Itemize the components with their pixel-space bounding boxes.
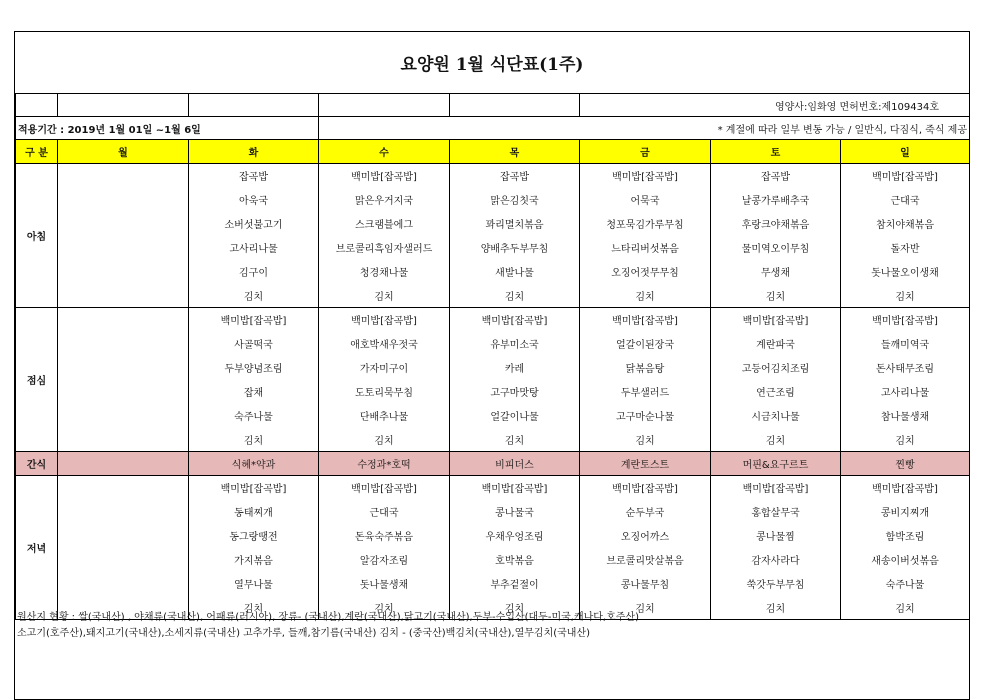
menu-row: [16, 188, 970, 212]
menu-item: 고구마순나물: [580, 404, 711, 428]
snack-item: 계란토스트: [580, 452, 711, 476]
header-cell: 목: [450, 140, 580, 164]
meal-label: 아침: [16, 164, 58, 308]
menu-item: [58, 500, 189, 524]
menu-item: 백미밥[잡곡밥]: [841, 164, 970, 188]
menu-item: 백미밥[잡곡밥]: [189, 476, 319, 500]
menu-item: 새발나물: [450, 260, 580, 284]
menu-item: [58, 332, 189, 356]
menu-row: [16, 572, 970, 596]
menu-item: 유부미소국: [450, 332, 580, 356]
menu-item: 두부양념조림: [189, 356, 319, 380]
menu-item: 동태찌개: [189, 500, 319, 524]
menu-row: [16, 404, 970, 428]
menu-item: 잡곡밥: [711, 164, 841, 188]
menu-item: 김치: [319, 428, 450, 452]
menu-item: 청포묵김가루무침: [580, 212, 711, 236]
menu-item: 후랑크야채볶음: [711, 212, 841, 236]
snack-item: 비피더스: [450, 452, 580, 476]
menu-item: [58, 380, 189, 404]
menu-item: 백미밥[잡곡밥]: [450, 476, 580, 500]
menu-item: [58, 212, 189, 236]
menu-item: 날콩가루배추국: [711, 188, 841, 212]
menu-item: 맑은김칫국: [450, 188, 580, 212]
menu-item: 고사리나물: [189, 236, 319, 260]
menu-item: 김구이: [189, 260, 319, 284]
menu-item: 숙주나물: [841, 572, 970, 596]
menu-row: [16, 476, 970, 500]
menu-item: 근대국: [319, 500, 450, 524]
menu-item: 백미밥[잡곡밥]: [450, 308, 580, 332]
menu-item: [58, 188, 189, 212]
menu-item: 닭볶음탕: [580, 356, 711, 380]
menu-item: 오징어젓무무침: [580, 260, 711, 284]
menu-item: 고등어김치조림: [711, 356, 841, 380]
menu-item: 느타리버섯볶음: [580, 236, 711, 260]
snack-item: 식혜*약과: [189, 452, 319, 476]
menu-row: [16, 380, 970, 404]
menu-item: 가지볶음: [189, 548, 319, 572]
menu-item: 시금치나물: [711, 404, 841, 428]
menu-item: 백미밥[잡곡밥]: [711, 308, 841, 332]
menu-item: 돈사태무조림: [841, 356, 970, 380]
menu-item: [58, 548, 189, 572]
menu-item: 김치: [711, 428, 841, 452]
menu-item: [58, 356, 189, 380]
menu-item: 함박조림: [841, 524, 970, 548]
menu-item: 김치: [450, 428, 580, 452]
applied-period: 적용기간 : 2019년 1월 01일 ~1월 6일: [16, 117, 319, 140]
menu-item: 아욱국: [189, 188, 319, 212]
menu-item: [58, 260, 189, 284]
origin-line: 원산지 현황 : 쌀(국내산) , 야채류(국내산), 어패류(러시아), 장류- (국내산),계란(국내산),닭고기(국내산),두부-수입산(대두-미국,캐나다,호주산): [17, 612, 639, 623]
menu-item: 김치: [841, 596, 970, 620]
menu-row: [16, 164, 970, 188]
menu-item: 도토리묵무침: [319, 380, 450, 404]
menu-item: 쑥갓두부무침: [711, 572, 841, 596]
menu-item: 김치: [189, 596, 319, 620]
menu-sheet: [14, 31, 970, 700]
menu-item: 홍합살무국: [711, 500, 841, 524]
menu-note: * 계절에 따라 일부 변동 가능 / 일반식, 다짐식, 죽식 제공: [319, 117, 970, 140]
menu-item: 꽈리멸치볶음: [450, 212, 580, 236]
snack-item: 찐빵: [841, 452, 970, 476]
meal-label: 점심: [16, 308, 58, 452]
menu-item: 김치: [319, 596, 450, 620]
menu-item: [58, 524, 189, 548]
menu-item: 오징어까스: [580, 524, 711, 548]
menu-item: 알감자조림: [319, 548, 450, 572]
menu-item: 카레: [450, 356, 580, 380]
menu-item: 브로콜리흑임자샐러드: [319, 236, 450, 260]
menu-row: [16, 212, 970, 236]
menu-item: 참치야채볶음: [841, 212, 970, 236]
menu-row: [16, 500, 970, 524]
menu-row: [16, 284, 970, 308]
menu-item: 백미밥[잡곡밥]: [580, 308, 711, 332]
header-cell: 화: [189, 140, 319, 164]
header-cell: 금: [580, 140, 711, 164]
menu-item: 두부샐러드: [580, 380, 711, 404]
menu-row: [16, 260, 970, 284]
origin-info: [15, 610, 971, 642]
menu-item: 콩나물찜: [711, 524, 841, 548]
menu-item: 단배추나물: [319, 404, 450, 428]
menu-item: 김치: [841, 284, 970, 308]
menu-item: 돗나물생채: [319, 572, 450, 596]
header-row: [16, 140, 970, 164]
menu-item: 물미역오이무침: [711, 236, 841, 260]
menu-item: [58, 428, 189, 452]
header-cell: 토: [711, 140, 841, 164]
menu-item: 백미밥[잡곡밥]: [841, 476, 970, 500]
menu-item: 김치: [580, 428, 711, 452]
menu-item: [58, 572, 189, 596]
menu-row: [16, 332, 970, 356]
menu-item: 새송이버섯볶음: [841, 548, 970, 572]
origin-line: 소고기(호주산),돼지고기(국내산),소세지류(국내산) 고추가루, 들깨,참기름(국내산) 김치 - (중국산)백김치(국내산),열무김치(국내산): [17, 628, 591, 639]
menu-item: 양배추두부무침: [450, 236, 580, 260]
menu-item: 근대국: [841, 188, 970, 212]
menu-item: 계란파국: [711, 332, 841, 356]
menu-item: 우채우엉조림: [450, 524, 580, 548]
menu-item: 동그랑땡전: [189, 524, 319, 548]
menu-item: 브로콜리맛살볶음: [580, 548, 711, 572]
menu-item: 숙주나물: [189, 404, 319, 428]
snack-row: [16, 452, 970, 476]
menu-item: [58, 164, 189, 188]
menu-item: 김치: [580, 284, 711, 308]
menu-item: 백미밥[잡곡밥]: [580, 476, 711, 500]
menu-item: 잡곡밥: [450, 164, 580, 188]
menu-item: 고사리나물: [841, 380, 970, 404]
menu-item: 백미밥[잡곡밥]: [189, 308, 319, 332]
menu-item: 돌자반: [841, 236, 970, 260]
menu-item: 부추겉절이: [450, 572, 580, 596]
menu-item: 김치: [450, 284, 580, 308]
menu-item: 콩비지찌개: [841, 500, 970, 524]
menu-item: 열무나물: [189, 572, 319, 596]
menu-item: [58, 476, 189, 500]
menu-item: [58, 284, 189, 308]
menu-item: 호박볶음: [450, 548, 580, 572]
menu-item: 돗나물오이생채: [841, 260, 970, 284]
menu-item: 김치: [450, 596, 580, 620]
menu-item: 백미밥[잡곡밥]: [319, 308, 450, 332]
menu-item: 김치: [841, 428, 970, 452]
snack-item: 머핀&요구르트: [711, 452, 841, 476]
menu-row: [16, 236, 970, 260]
menu-item: 김치: [711, 284, 841, 308]
menu-item: 김치: [319, 284, 450, 308]
page-title: 요양원 1월 식단표(1주): [15, 32, 969, 94]
meal-label: 간식: [16, 452, 58, 476]
menu-item: 콩나물무침: [580, 572, 711, 596]
menu-row: [16, 428, 970, 452]
menu-item: 백미밥[잡곡밥]: [319, 476, 450, 500]
menu-table: [15, 93, 970, 620]
menu-item: 백미밥[잡곡밥]: [319, 164, 450, 188]
menu-item: 연근조림: [711, 380, 841, 404]
header-cell: 수: [319, 140, 450, 164]
snack-item: [58, 452, 189, 476]
menu-item: 얼갈이나물: [450, 404, 580, 428]
info-row: [16, 94, 970, 117]
header-cell: 월: [58, 140, 189, 164]
menu-item: 맑은우거지국: [319, 188, 450, 212]
menu-item: 사골떡국: [189, 332, 319, 356]
menu-item: 소버섯불고기: [189, 212, 319, 236]
menu-item: 얼갈이된장국: [580, 332, 711, 356]
menu-item: 백미밥[잡곡밥]: [711, 476, 841, 500]
menu-item: 가자미구이: [319, 356, 450, 380]
menu-item: 스크램블에그: [319, 212, 450, 236]
menu-item: 애호박새우젓국: [319, 332, 450, 356]
menu-row: [16, 356, 970, 380]
menu-item: 김치: [711, 596, 841, 620]
menu-item: [58, 236, 189, 260]
menu-item: 고구마맛탕: [450, 380, 580, 404]
menu-item: 백미밥[잡곡밥]: [580, 164, 711, 188]
menu-row: [16, 524, 970, 548]
menu-row: [16, 308, 970, 332]
period-row: [16, 117, 970, 140]
meal-label: 저녁: [16, 476, 58, 620]
menu-item: 잡곡밥: [189, 164, 319, 188]
menu-item: 백미밥[잡곡밥]: [841, 308, 970, 332]
menu-item: 콩나물국: [450, 500, 580, 524]
menu-item: [58, 308, 189, 332]
menu-item: 어묵국: [580, 188, 711, 212]
menu-item: 순두부국: [580, 500, 711, 524]
menu-item: 참나물생채: [841, 404, 970, 428]
menu-item: 김치: [189, 284, 319, 308]
menu-row: [16, 548, 970, 572]
header-cell: 일: [841, 140, 970, 164]
menu-item: 청경채나물: [319, 260, 450, 284]
menu-item: 돈육숙주볶음: [319, 524, 450, 548]
menu-item: [58, 404, 189, 428]
menu-item: 김치: [189, 428, 319, 452]
nutritionist-info: 영양사:임화영 면허번호:제109434호: [580, 94, 970, 117]
menu-item: 잡채: [189, 380, 319, 404]
menu-item: 들깨미역국: [841, 332, 970, 356]
snack-item: 수정과*호떡: [319, 452, 450, 476]
menu-item: 김치: [580, 596, 711, 620]
header-cell: 구 분: [16, 140, 58, 164]
menu-item: 무생채: [711, 260, 841, 284]
menu-item: 감자사라다: [711, 548, 841, 572]
